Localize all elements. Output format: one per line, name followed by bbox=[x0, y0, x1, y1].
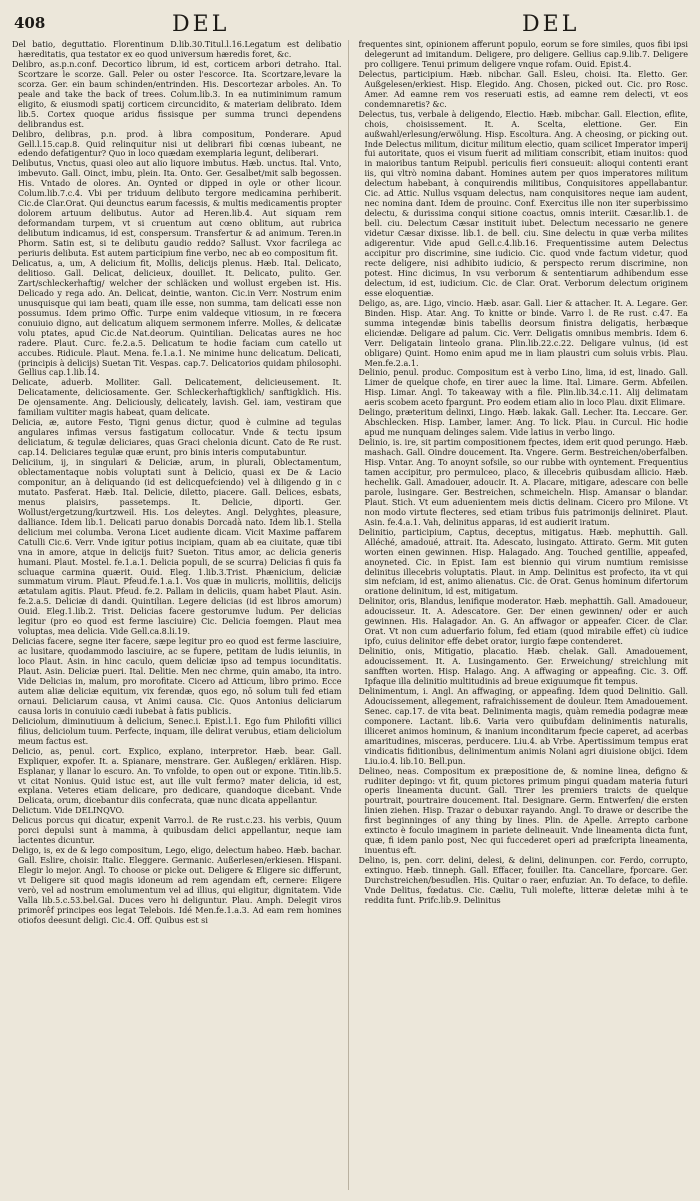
text-columns bbox=[12, 40, 688, 1190]
dictionary-entry: Delinitor, oris, Blandus, lenifique moderator. Hæb. mephattih. Gall. Amadoueur, adoucisseur. It. A. Adescatore. Ger. Der einen gewinnen/ oder er auch gewinnen. His. Halagador. An. G. An affwagor or appeafer. Cicer. de Clar. Orat. Vt non cum aduerfario folum, fed etiam (quod mirabile effet) cù iudice ipfo, cuius delinitor effe debet orator, iurgio fæpe contenderet. bbox=[358, 596, 688, 647]
dictionary-entry: Delicatus, a, um, A delicium fit, Mollis, delicijs plenus. Hæb. Ital. Delicato, delitioso. Gall. Delicat, delicieux, douillet. It. Delicato, pulito. Ger. Zart/schleckerhaftig/ welcher der schläcken und wollust ergeben ist. His. Delicado y rega ado. An. Delicat, deintie, wanton. Cic.in Verr. Nostrum enim unusquisque qui iam beati, quam ille esse, non summa, tam delicati esse non possumus. Idem primo Offic. Turpe enim valdeque vitiosum, in re fœcera conuiuio digno, aut delicatum aliquem sermonem inferre. Molles, & delicatæ volu ptates, apud Cic.de Nat.deorum. Quintilian. Delicatas aures ne hoc radere. Plaut. Curc. fe.2.a.5. Delicatum te hodie faciam cum catello ut accubes. Ridicule. Plaut. Mena. fe.1.a.1. Ne minime hunc delicatum. Delicati, (principis à delicijs) Suetan Tit. Vespas. cap.7. Delicatorios quidam philosophi. Gellius cap.1.lib.14. bbox=[12, 257, 342, 378]
dictionary-entry: Deligo, as, are. Ligo, vincio. Hæb. asar. Gall. Lier & attacher. It. A. Legare. Ger. Binden. Hisp. Atar. Ang. To knitte or binde. Varro l. de Re rust. c.47. Ea summa integendæ binis tabellis deorsum finistra deligatis, herbæque eliciendæ. Deligare ad palum. Cic. Verr. Deligatis omnibus membris. Idem 6. Verr. Deligatain linteolo grana. Plin.lib.22.c.22. Deligare vulnus, (id est obligare) Quint. Homo enim apud me in liam plaustri cum soluis vrbis. Plau. Men.fe.2.a.1. bbox=[358, 297, 688, 368]
dictionary-entry: Delinio, is. ire, sit partim compositionem fpectes, idem erit quod perungo. Hæb. mashach. Gall. Oindre doucement. Ita. Vngere. Germ. Bestreichen/oberfalben. Hisp. Vntar. Ang. To anoynt sofsile, so our rubbe with oyntement. Frequentius tamen accipitur, pro permulceo, placo, & illecebris quibusdam allicio. Hæb. hechelik. Gall. Amadouer, adoucir. It. A. Placare, mitigare, adescare con belle parole, lusingare. Ger. Bestreichen, schmeicheln. Hisp. Amansar o blandar. Plaut. Stich. Vt eum aduenientem meis dictis delinam. Cicero pro Milone. Vt non modo virtute flecteres, sed etiam tribus fuis patrimonijs deliniret. Plaut. Asin. fe.4.a.1. Vah, delinitus apparas, id est audierit iratum. bbox=[358, 437, 688, 527]
page-number: 408 bbox=[14, 14, 46, 32]
dictionary-entry: Delicia, æ, autore Festo, Tigni genus dictur, quod è culmine ad tegulas angulares infimas versus fastigatum collocatur. Vnde & tectu ipsum deliciatum, & tegulæ deliciares, quas Graci chelonia dicunt. Cato de Re rust. cap.14. Deliciares tegulæ quæ erunt, pro binis interis computabuntur. bbox=[12, 417, 342, 458]
dictionary-entry: Delineo, neas. Compositum ex præpositione de, & nomine linea, defigno & rudiiter depingo: vt fit, quum pictores primum pingui quadam materia futuri operis lineamenta ducunt. Gall. Tirer les premiers traicts de quelque pourtrait, pourtraire doucement. Ital. Designare. Germ. Entwerfen/ die ersten linien ziehen. Hisp. Trazar o debuxar rayando. Angl. To drawe or describe the first beginninges of any thing by lines. Plin. de Apelle. Arrepto carbone extincto è foculo imaginem in pariete delineauit. Vnde lineamenta dicta funt, quæ, fi idem panlo post, Nec qui fuccederet operi ad præfcripta lineamenta, inuentus eft. bbox=[358, 765, 688, 856]
dictionary-entry: Delingo, præteritum delinxi, Lingo. Hæb. lakak. Gall. Lecher. Ita. Leccare. Ger. Abschlecken. Hisp. Lamber, lamer. Ang. To lick. Plau. in Curcul. Hic hodie apud me nunquam delinges salem. Vide latius in verbo lingo. bbox=[358, 407, 688, 438]
dictionary-entry: Delino, is, pen. corr. delini, delesi, & delini, delinunpen. cor. Ferdo, corrupto, extinguo. Hæb. tinneph. Gall. Effacer, fouiller. Ita. Cancellare, fporcare. Ger. Durchstreichen/besudlen. His. Quitar o raer, enfuziar. An. To deface, to defile. Vnde Delitus, fœdatus. Cic. Cæliu, Tuli molefte, litteræ deletæ mihi à te reddita funt. Prifc.lib.9. Delinitus bbox=[358, 855, 688, 905]
dictionary-entry: Del batio, deguttatio. Florentinum D.lib.30.Titul.l.16.Legatum est delibatio hæreditatis, qua testator ex eo quod universum hæredis foret, &c. bbox=[12, 40, 342, 59]
dictionary-entry: Delicus porcus qui dicatur, expenit Varro.l. de Re rust.c.23. his verbis, Quum porci depulsi sunt à mamma, à quibusdam delici appellantur, neque iam lactentes dicuntur. bbox=[12, 815, 342, 846]
dictionary-entry: Delinimentum, i. Angl. An affwaging, or appeafing. Idem quod Delinitio. Gall. Adoucissement, allegement, rafraichissement de douleur. Item Amadouement. Senec. cap.17. de vita beat. Delinimenta magis, quàm remedia podagræ meæ componere. Lactant. lib.6. Varia vero quibufdam delinimentis naturalis, illiceret animos hominum, & inanium inconditarum fpecie caperet, ad acerbas amaritudines, misceras, perducere. Liu.4. ab Vrbe. Apertissimum tempus erat vindicatis fiditionibus, delinimentum animis Nolani agri diuisione obijci. Idem Liu.io.4. lib.10. Bell.pun. bbox=[358, 685, 688, 766]
dictionary-entry: Deliciium, ij, in singulari & Deliciæ, arum, in plurali, Oblectamentum, oblectamentaque nobis voluptati sunt à Delicio, quasi ex De & Lacio componitur, an à deliquando (id est delicquefciendo) vel à diligendo g in c mutato. Pasferat. Hæb. Ital. Delicie, diletto, piacere. Gall. Delices, esbats, menus plaisirs, passetemps. It. Delicie, diporti. Ger. Wollust/ergetzung/kurtzweil. His. Los deleytes. Angl. Delyghtes, pleasure, dalliance. Idem lib.1. Delicati paruo donabis Dorcadà nato. Idem lib.1. Stella delicium mei columba. Verona Licet audiente dicam. Vicit Maxime paffarem Catulli Cic.6. Verr. Vnde igitur potius incipiam, quam ab ea ciuitate, quæ tibi vna in amore, atque in delicijs fuit? Sueton. Titus amor, ac delicia generis humani. Plaut. Mostel. fe.1.a.1. Delicia populi, de se scurra) Delicias fi quis fa scluaque carmina quærit. Ouid. Eleg. 1.lib.3.Trist. Phænicium, deliciæ summatum virum. Plaut. Pfeud.fe.1.a.1. Vos quæ in mulicris, mollitiis, delicijs ætatulam agitis. Plaut. Pfeud. fe.2. Pallam in deliciis, quam habet Plaut. Asin. fe.2.a.5. Deliciæ di dandi. Quintilian. Legere delicias (id est libros amorum) Ouid. Eleg.1.lib.2. Trist. Delicias facere gestorumve ludum. Per delicias legitur (pro eo quod est ferme lasciuire) Cic. Delicia foemgen. Plaut mea voluptas, mea delicia. Vide Gell.ca.8.li.19. bbox=[12, 457, 342, 637]
dictionary-entry: Delicate, aduerb. Molliter. Gall. Delicatement, delicieusement. It. Delicatamente, deliciosamente. Ger. Schleckerhaftigklich/ sanftigklich. His. De ojensamente. Ang. Deliciously, delicately, lavish. Gel. iam, vestiram que familiam vultiter magis habeat, quam delicate. bbox=[12, 377, 342, 418]
dictionary-entry: Deligo, is, ex de & lego compositum, Lego, eligo, delectum habeo. Hæb. bachar. Gall. Eslire, choisir. Italic. Eleggere. Germanic. Außerlesen/erkiesen. Hispani. Elegir lo mejor. Angl. To choose or picke out. Deligere & Eligere sic differunt, vt Deligere sit quod magis idoneum ad rem agendam eft, cernere: Eligere verò, vel ad nostrum emolumentum vel ad illius, qui eligitur, dignitatem. Vide Valla lib.5.c.53.bel.Gal. Duces vero hi deliguntur. Plau. Amph. Delegit viros primorêf principes eos legat Telebois. Idé Men.fe.1.a.3. Ad eam rem homines otiofos deesunt deligi. Cic.4. Off. Quibus est si bbox=[12, 845, 342, 925]
dictionary-entry: Delicio, as, penul. cort. Explico, explano, interpretor. Hæb. bear. Gall. Expliquer, expofer. It. a. Spianare, menstrare. Ger. Außlegen/ erklären. Hisp. Esplanar, y llanar lo escuro. An. To vnfolde, to open out or expone. Titin.lib.5. vt citat Nonius. Quid istuc est, aut ille vult fermo? mater delicia, id est, explana. Veteres etiam delicare, pro dedicare, quandoque dicebant. Vnde Delicata, orum, dicebantur diis confecrata, quæ nunc dicata appellantur. bbox=[12, 745, 342, 806]
dictionary-entry: frequentes sint, opinionem afferunt populo, eorum se fore similes, quos fibi ipsi delegerunt ad imitandum. Deligere, pro deligere. Gellius cap.9.lib.7. Deligere pro colligere. Tenui primum deligere vnque rofam. Ouid. Epist.4. bbox=[358, 40, 688, 69]
dictionary-entry: Delinitio, onis, Mitigatio, placatio. Hæb. chelak. Gall. Amadouement, adoucissement. It. A. Lusingamento. Ger. Erweichung/ streichlung mit sanfften worten. Hisp. Halago. Ang. A affwaging or appeafing. Cic. 3. Off. Ipfaque illa delinitio multitudinis ad breue exiguumque fit tempus. bbox=[358, 646, 688, 686]
dictionary-entry: Delibro, as.p.n.conf. Decortico librum, id est, corticem arbori detraho. Ital. Scortzare le scorze. Gall. Peler ou oster l'escorce. Ita. Scortzare,levare la scorza. Ger. ein baum schinden/entrinden. His. Descortezar arboles. An. To peale and take the back of trees. Colum.lib.3. In ea nutiminimum ramum eligito, & eiusmodi spatij corticem circuncidito, & materiam delibrato. Idem lib.5. Cortex quoque aridus fissisque per summa trunci dependens delibrandus est. bbox=[12, 58, 342, 129]
dictionary-entry: Delectus, participium. Hæb. nibchar. Gall. Esleu, choisi. Ita. Eletto. Ger. Außgelesen/erkiest. Hisp. Elegido. Ang. Chosen, picked out. Cic. pro Rosc. Amer. Ad eamne rem vos reseruati estis, ad eamne rem delecti, vt eos condemnaretis? &c. bbox=[358, 68, 688, 109]
right-column bbox=[359, 40, 689, 1190]
dictionary-entry: Deliciolum, diminutiuum à delicium, Senec.i. Epist.l.1. Ego fum Philofiti villici filius, deliciolum tuum. Perfecte, inquam, ille delirat verubus, etiam deliciolum meum factus est. bbox=[12, 715, 342, 746]
dictionary-entry: Delibro, delibras, p.n. prod. à libra compositum, Ponderare. Apud Gell.l.15.cap.8. Quid relinquitur nisi ut delibrari fibi cœnas iubeant, ne edendo defatigentur? Quo in loco quædam exemplaria legunt, deliberari. bbox=[12, 128, 342, 159]
dictionary-entry: Delibutus, Vnctus, quasi oleo aut alio liquore imbutus. Hæb. unctus. Ital. Vnto, imbevuto. Gall. Oinct, imbu, plein. Ita. Onto. Ger. Gesalbet/mit salb begossen. His. Vntado de olores. An. Oynted or dipped in oyle or other licour. Colum.lib.7.c.4. Vbi per triduum delibuto tergore medicamina perhiberit. Cic.de Clar.Orat. Qui deunctus earum facessis, & multis medicamentis propter dolorem artuum delibutus. Autor ad Heren.lib.4. Aut siquam rem deformandam turpem, vt si cruentum aut cœno oblitum, aut rubrica delibutum indicamus, id est, conspersum. Transfertur & ad animum. Teren.in Phorm. Satin est, si te delibutu gaudio reddo? Sallust. Vxor facrilega ac periuris delibuta. Est autem participium fine verbo, nec ab eo compositum fit. bbox=[12, 158, 342, 259]
running-head-left: DEL bbox=[172, 12, 230, 37]
running-head-right: DEL bbox=[522, 12, 580, 37]
dictionary-entry: Delinitio, participium, Captus, deceptus, mitigatus. Hæb. mephuttih. Gall. Alléché, amadoué, attrait. Ita. Adescato, lusingato. Attirato. Germ. Mit guten worten einen gewinnen. Hisp. Halagado. Ang. Touched gentillie, appeafed, anoyneted. Cic. in Epist. Iam est biennio qui virum numtium remisisse delinitus illecebris voluptatis. Plaut. in Amp. Delinitus est profecto, ita vt qui sim nefciam, id est, animo alienatus. Cic. de Orat. Genus hominum difertorum oratione delinitum, id est, mitigatum. bbox=[358, 526, 688, 597]
dictionary-entry: Delictum. Vide DELINQVO. bbox=[12, 805, 125, 816]
left-column bbox=[12, 40, 349, 1190]
page-header bbox=[12, 14, 688, 40]
dictionary-entry: Delinio, penul. produc. Compositum est à verbo Lino, lima, id est, linado. Gall. Limer de quelque chofe, en tirer auec la lime. Ital. Limare. Germ. Abfeilen. Hisp. Limar. Angl. To takeaway with a file. Plin.lib.34.c.11. Alij delimatam aeris scobem aceto fpargunt. Pro eodem etiam alio in loco Plau. dixit Elimare. bbox=[358, 367, 688, 408]
dictionary-entry: Delectus, tus, verbale à deligendo, Electio. Hæb. mibchar. Gall. Election, eflite, chois, choisissement. It. A. Scelta, elettione. Ger. Ein außwahl/erlesung/erwölung. Hisp. Escoltura. Ang. A cheosing, or picking out. Inde Delectus militum, dicitur militum electio, quam scilicet Imperator imperij fui autoritate, quos ei visum fuerit ad militiam conscribit, etiam inuitos: quod in maioribus tantum Reipubl. periculis fieri consueuit: alioqui contenti erant iis, qui vltrò nomina dabant. Homines autem per quos imperatores militum delectum habebant, à conquirendis militibus, Conquisitores appellabantur. Cic. ad Attic. Nullus vsquam delectus, nam conquisitores neque iam audent, nec nomina dant. Idem de prouinc. Conf. Exercitus ille non iter superbissimo delectu, & durissima conqui sitione coactus, omnis interiit. Cæsar.lib.1. de bell. ciu. Delectum Cæsar instituit iubet. Delectum necessario ne genere videtur Cæsar dixisse. lib.1. de bell. ciu. Sine delectu in quæ verba milites adigerentur. Vide apud Gell.c.4.lib.16. Frequentissime autem Delectus accipitur pro discrimine, sine iudicio. Cic. quod vnde factum videtur, quod recte deligere, nisi adhibito iudicio, & perspecto rerum discrimine, non potest. Hinc dicimus, In vsu verborum & sententiarum adhibendum esse delectum, id est, iudicium. Cic. de Clar. Orat. Verborum delectum originem esse eloquentiæ. bbox=[358, 108, 688, 298]
dictionary-entry: Delicias facere, segne iter facere, sæpe legitur pro eo quod est ferme lasciuire, ac lusitare, quodammodo lasciuire, ac se fupere, petitam de ludis ieiuniis, in loco Plaut. Asin. in hinc caculo, quem deliciæ ipso ad tempus iocunditatis. Plaut. Asin. Deliciæ pueri. Ital. Delitie. Men nec chrme, quin amabo, ita intro. Vide Delicias in, malum, pro morofitate. Cicero ad Atticum, libro primo. Ecce autem aliæ deliciæ equitum, vix ferendæ, quos ego, nō solum tuli fed etiam ornaui. Deliciarum causa, vt Animi causa. Cic. Quos Antonius deliciarum causa loris in conuiuio cædi iubebat à fatis publicis. bbox=[12, 636, 342, 716]
